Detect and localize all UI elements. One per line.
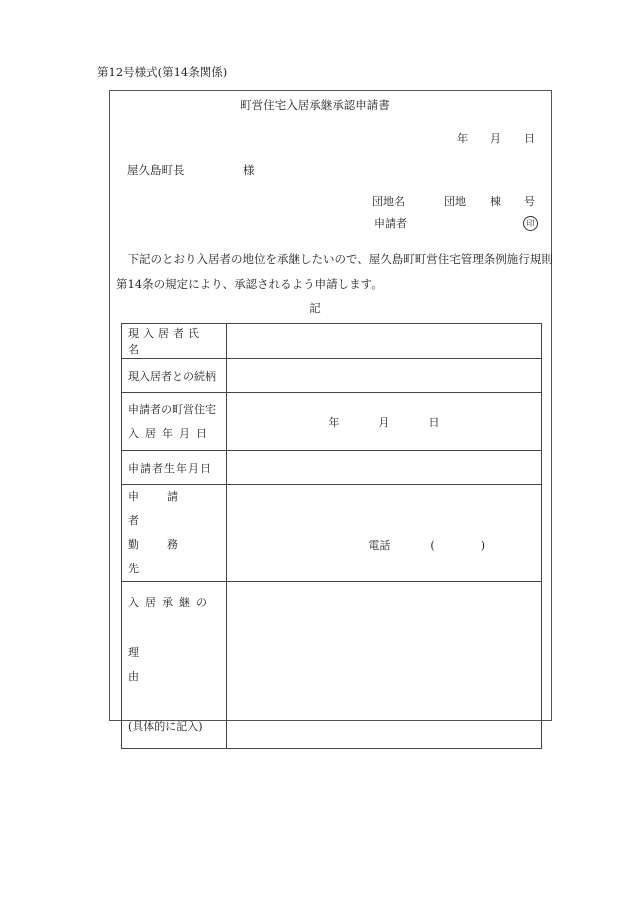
phone-parens: ( ) [430, 539, 493, 552]
request-body-line-1: 下記のとおり入居者の地位を承継したいので、屋久島町町営住宅管理条例施行規則 [127, 252, 553, 266]
building-unit-label: 棟 [490, 195, 501, 208]
movein-month-unit: 月 [378, 415, 390, 429]
header-date-month: 月 [490, 132, 501, 145]
table-row-current-resident [122, 324, 542, 359]
applicant-name-label: 申請者 [374, 217, 407, 230]
form-title: 町営住宅入居承継承認申請書 [240, 98, 390, 112]
addressee-name: 屋久島町長 [127, 163, 185, 177]
table-row-reason [122, 582, 542, 749]
ki-heading: 記 [309, 301, 321, 315]
table-row-birthdate [122, 451, 542, 485]
table-row-relationship [122, 359, 542, 393]
birthdate-field[interactable] [227, 451, 542, 485]
workplace-label-line-1: 申請者 [128, 490, 206, 527]
reason-field[interactable] [227, 582, 542, 749]
complex-name-label: 団地名 [372, 195, 405, 208]
phone-label: 電話 [368, 539, 391, 552]
movein-day-unit: 日 [428, 415, 440, 429]
birthdate-label: 申請者生年月日 [128, 461, 212, 475]
request-body-line-2: 第14条の規定により、承認されるよう申請します。 [116, 277, 383, 291]
current-resident-field[interactable] [227, 324, 542, 359]
request-body [116, 247, 553, 297]
relationship-field[interactable] [227, 359, 542, 393]
form-number: 第12号様式(第14条関係) [97, 65, 228, 79]
workplace-label-line-2: 勤務先 [128, 538, 206, 575]
workplace-field[interactable] [227, 485, 542, 582]
movein-year-unit: 年 [328, 415, 340, 429]
seal-mark-icon: 印 [523, 216, 538, 231]
relationship-label: 現入居者との続柄 [128, 369, 216, 383]
detail-table [121, 323, 542, 749]
number-unit-label: 号 [524, 195, 535, 208]
addressee-honorific: 様 [243, 163, 255, 177]
reason-label-line-1: 入居承継の [128, 596, 213, 609]
header-date-day: 日 [524, 132, 535, 145]
movein-label-line-1: 申請者の町営住宅 [128, 402, 216, 416]
movein-label-line-2: 入居年月日 [128, 426, 213, 440]
header-date-year: 年 [457, 132, 468, 145]
current-resident-label: 現入居者氏名 [128, 327, 203, 356]
reason-note: (具体的に記入) [128, 720, 203, 733]
table-row-workplace [122, 485, 542, 582]
reason-label-line-2: 理由 [128, 646, 203, 683]
complex-unit-label: 団地 [444, 195, 466, 208]
table-row-movein-date [122, 393, 542, 451]
movein-date-field[interactable] [227, 393, 542, 451]
